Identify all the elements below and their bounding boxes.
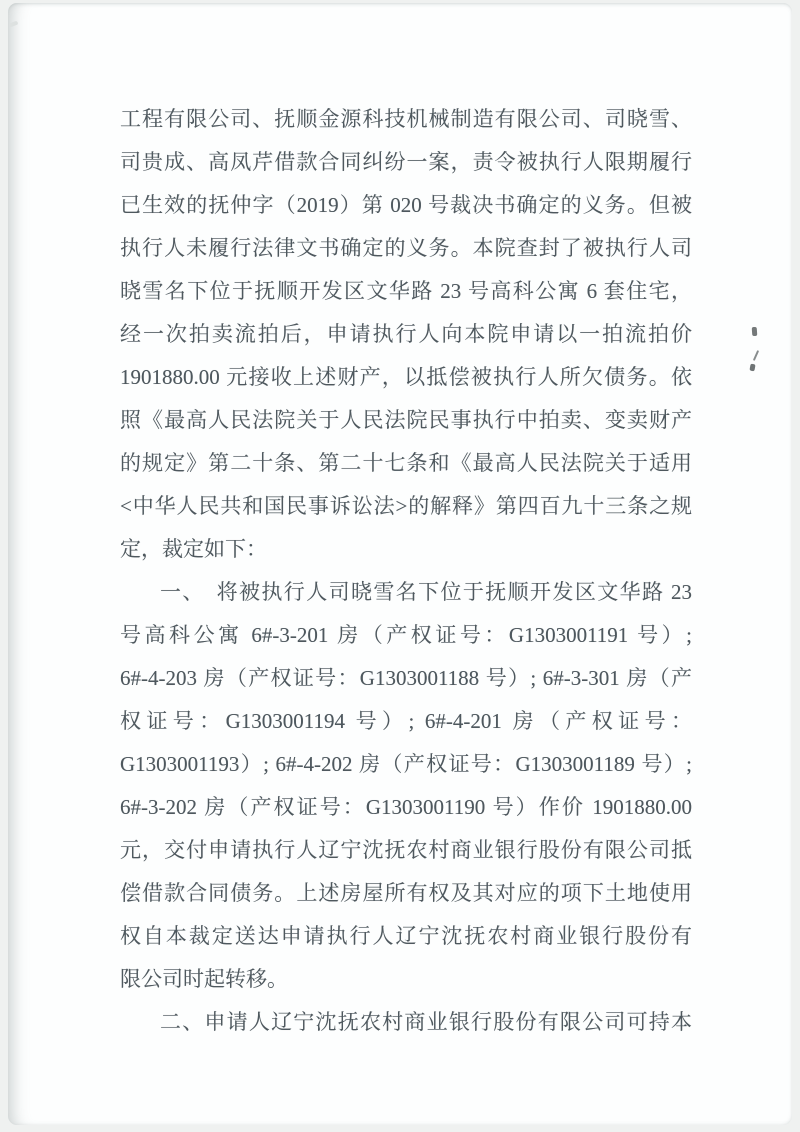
text-line: 工程有限公司、抚顺金源科技机械制造有限公司、司晓雪、 (120, 107, 692, 131)
text-line: 晓雪名下位于抚顺开发区文华路 23 号高科公寓 6 套住宅， (120, 279, 692, 303)
text-line: 元，交付申请执行人辽宁沈抚农村商业银行股份有限公司抵 (120, 838, 692, 862)
text-line: <中华人民共和国民事诉讼法>的解释》第四百九十三条之规 (120, 494, 692, 518)
text-line: 偿借款合同债务。上述房屋所有权及其对应的项下土地使用 (120, 881, 692, 905)
text-line: 的规定》第二十条、第二十七条和《最高人民法院关于适用 (120, 451, 692, 475)
text-line: 号高科公寓 6#-3-201 房（产权证号：G1303001191 号）; (120, 623, 692, 647)
text-line: 限公司时起转移。 (120, 967, 288, 991)
scan-smudge (9, 21, 19, 28)
text-line-item-two: 二、申请人辽宁沈抚农村商业银行股份有限公司可持本 (160, 1010, 692, 1034)
text-line: 已生效的抚仲字（2019）第 020 号裁决书确定的义务。但被 (120, 193, 692, 217)
ink-speck (752, 327, 758, 336)
text-line: 执行人未履行法律文书确定的义务。本院查封了被执行人司 (120, 236, 692, 260)
text-line: 经一次拍卖流拍后，申请执行人向本院申请以一拍流拍价 (120, 322, 692, 346)
text-line: 司贵成、高凤芹借款合同纠纷一案，责令被执行人限期履行 (120, 150, 692, 174)
ink-speck (753, 350, 759, 361)
text-line: 1901880.00 元接收上述财产，以抵偿被执行人所欠债务。依 (120, 365, 692, 389)
ruling-text-block (120, 98, 692, 1044)
text-line: 6#-4-203 房（产权证号：G1303001188 号）; 6#-3-301 房（产 (120, 666, 692, 690)
text-line-item-one: 一、 将被执行人司晓雪名下位于抚顺开发区文华路 23 (160, 580, 692, 604)
text-line: 照《最高人民法院关于人民法院民事执行中拍卖、变卖财产 (120, 408, 692, 432)
ink-speck (749, 364, 755, 372)
text-line: 定，裁定如下： (120, 537, 267, 561)
text-line: 权自本裁定送达申请执行人辽宁沈抚农村商业银行股份有 (120, 924, 692, 948)
document-page (8, 3, 792, 1125)
text-line: G1303001193）; 6#-4-202 房（产权证号：G1303001189 号）; (120, 752, 692, 776)
text-line: 6#-3-202 房（产权证号：G1303001190 号）作价 1901880.00 (120, 795, 692, 819)
text-line: 权证号：G1303001194 号）; 6#-4-201 房（产权证号： (120, 709, 692, 733)
